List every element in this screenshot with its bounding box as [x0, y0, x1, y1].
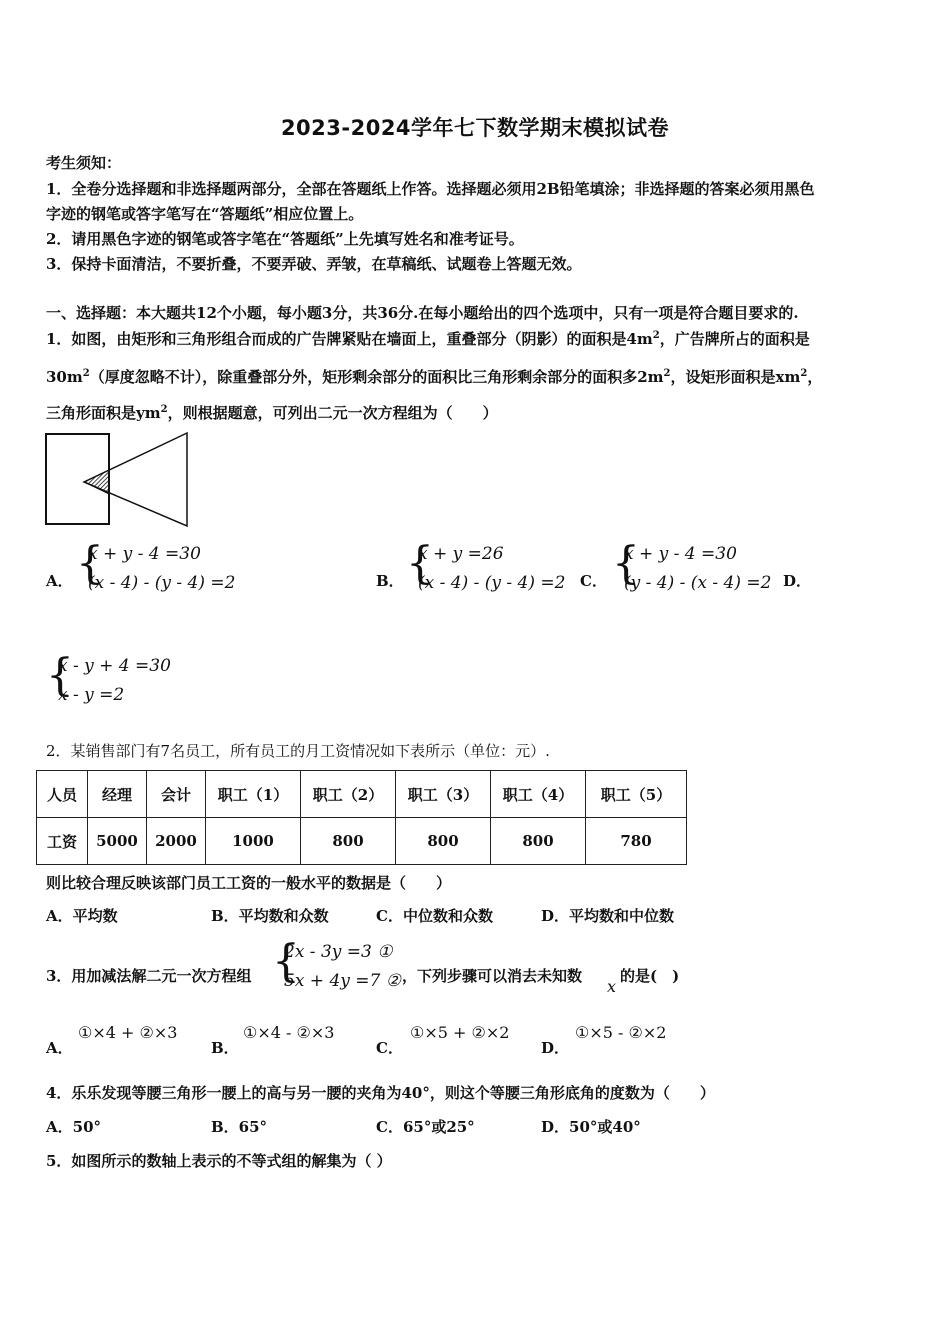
table-cell: 800 — [491, 818, 586, 865]
q4-option-c[interactable]: C．65°或25° — [376, 1118, 475, 1136]
billboard-figure — [44, 430, 194, 530]
q2-option-c[interactable]: C．中位数和众数 — [376, 907, 493, 925]
q1-stem-line2: $30m^2$（厚度忽略不计），除重叠部分外，矩形剩余部分的面积比三角形剩余部分的面积多$2m^2$，设矩形面积是$xm^2$， — [46, 368, 823, 386]
q1-option-a-label[interactable]: A． — [46, 572, 73, 590]
q3-option-c-label[interactable]: C． — [376, 1039, 403, 1057]
section-heading: 一、选择题：本大题共12个小题，每小题3分，共36分.在每小题给出的四个选项中，只有一项是符合题目要求的. — [46, 304, 799, 322]
table-header-cell: 职工（2） — [301, 771, 396, 818]
wage-table — [36, 770, 687, 865]
q3-variable: x — [607, 977, 617, 996]
q4-stem: 4．乐乐发现等腰三角形一腰上的高与另一腰的夹角为40°，则这个等腰三角形底角的度数为（ ） — [46, 1084, 715, 1102]
q1-option-c-label[interactable]: C． — [580, 572, 607, 590]
q2-option-d[interactable]: D．平均数和中位数 — [541, 907, 675, 925]
table-header-cell: 人员 — [37, 771, 88, 818]
notice-item: 3．保持卡面清洁，不要折叠，不要弄破、弄皱，在草稿纸、试题卷上答题无效。 — [46, 255, 582, 273]
page-title: 2023-2024学年七下数学期末模拟试卷 — [280, 116, 670, 140]
table-header-row — [37, 771, 687, 818]
q3-equation-system: { 2x - 3y =3 ① 5x + 4y =7 ② — [272, 936, 401, 991]
q1-option-c-system: { x + y - 4 =30 (y - 4) - (x - 4) =2 — [612, 538, 772, 593]
table-cell: 780 — [586, 818, 687, 865]
q3-option-c-expr: ①×5 + ②×2 — [410, 1023, 510, 1042]
q3-option-b-label[interactable]: B． — [211, 1039, 239, 1057]
table-header-cell: 经理 — [88, 771, 147, 818]
table-cell: 5000 — [88, 818, 147, 865]
q1-stem-line3: 三角形面积是$ym^2$，则根据题意，可列出二元一次方程组为（ ） — [46, 404, 498, 422]
notice-item: 2．请用黑色字迹的钢笔或答字笔在“答题纸”上先填写姓名和准考证号。 — [46, 230, 524, 248]
q3-option-b-expr: ①×4 - ②×3 — [243, 1023, 335, 1042]
q4-option-a[interactable]: A．50° — [46, 1118, 102, 1136]
q3-option-d-label[interactable]: D． — [541, 1039, 570, 1057]
table-header-cell: 职工（1） — [206, 771, 301, 818]
table-header-cell: 职工（5） — [586, 771, 687, 818]
q2-option-a[interactable]: A．平均数 — [46, 907, 118, 925]
q1-option-b-label[interactable]: B． — [376, 572, 404, 590]
q1-option-a-system: { x + y - 4 =30 (x - 4) - (y - 4) =2 — [76, 538, 236, 593]
q3-stem-c: 的是( ) — [620, 967, 680, 985]
table-cell: 工资 — [37, 818, 88, 865]
table-header-cell: 会计 — [147, 771, 206, 818]
q1-option-b-system: { x + y =26 (x - 4) - (y - 4) =2 — [406, 538, 566, 593]
table-row — [37, 818, 687, 865]
overlap-shaded-region — [84, 470, 109, 494]
q3-stem-a: 3．用加减法解二元一次方程组 — [46, 967, 252, 985]
q3-stem-b: ，下列步骤可以消去未知数 — [402, 967, 583, 985]
q1-option-d-system: { x - y + 4 =30 x - y =2 — [46, 650, 171, 705]
table-header-cell: 职工（4） — [491, 771, 586, 818]
notice-item: 字迹的钢笔或答字笔写在“答题纸”相应位置上。 — [46, 205, 364, 223]
table-cell: 800 — [301, 818, 396, 865]
q1-stem-line1: 1．如图，由矩形和三角形组合而成的广告牌紧贴在墙面上，重叠部分（阴影）的面积是$4m^2$，广告牌所占的面积是 — [46, 330, 810, 348]
table-header-cell: 职工（3） — [396, 771, 491, 818]
q2-stem: 2．某销售部门有7名员工，所有员工的月工资情况如下表所示（单位：元）. — [46, 742, 550, 760]
q3-option-a-label[interactable]: A． — [46, 1039, 73, 1057]
q2-option-b[interactable]: B．平均数和众数 — [211, 907, 329, 925]
notice-heading: 考生须知： — [46, 154, 122, 172]
table-cell: 1000 — [206, 818, 301, 865]
q1-option-d-label[interactable]: D． — [783, 572, 812, 590]
q2-question: 则比较合理反映该部门员工工资的一般水平的数据是（ ） — [46, 874, 452, 892]
table-cell: 2000 — [147, 818, 206, 865]
q4-option-d[interactable]: D．50°或40° — [541, 1118, 641, 1136]
notice-item: 1．全卷分选择题和非选择题两部分，全部在答题纸上作答。选择题必须用2B铅笔填涂；非选择题的答案必须用黑色 — [46, 180, 815, 198]
table-cell: 800 — [396, 818, 491, 865]
q4-option-b[interactable]: B．65° — [211, 1118, 268, 1136]
q3-option-d-expr: ①×5 - ②×2 — [575, 1023, 667, 1042]
q5-stem: 5．如图所示的数轴上表示的不等式组的解集为（ ） — [46, 1152, 392, 1170]
q3-option-a-expr: ①×4 + ②×3 — [78, 1023, 178, 1042]
